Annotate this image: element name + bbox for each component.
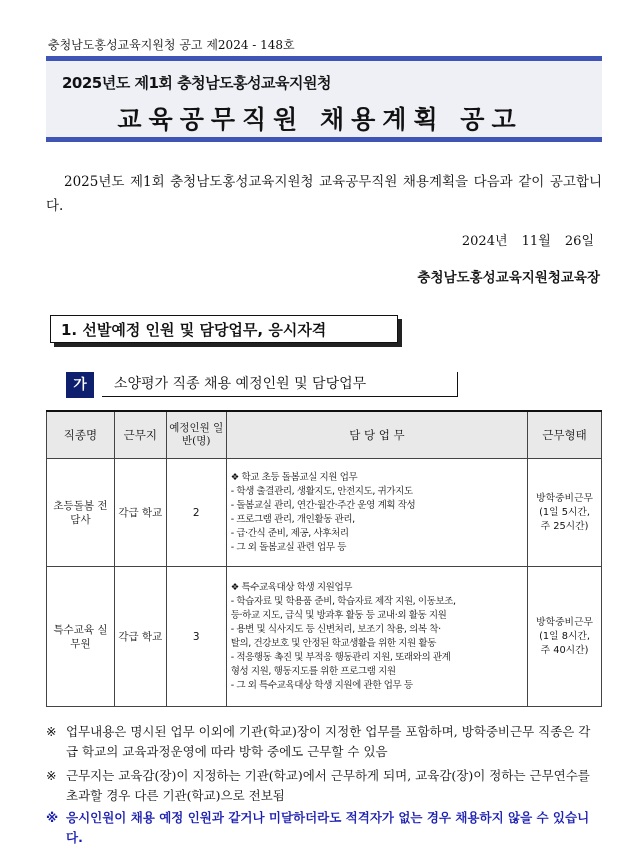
duty-item: - 그 외 돌봄교실 관련 업무 등 [230, 541, 346, 553]
work-location: 각급 학교 [114, 567, 166, 707]
duty-item: 탈의, 건강보호 및 안정된 학교생활을 위한 지원 활동 [230, 637, 436, 649]
work-form-line: 방학중비근무 [536, 616, 593, 628]
header-subtitle: 2025년도 제1회 충청남도홍성교육지원청 [62, 74, 331, 92]
duty-item: - 용변 및 식사지도 등 신변처리, 보조기 착용, 의복 착· [230, 623, 441, 635]
subsection-badge: 가 [66, 372, 94, 398]
work-form-line: 주 25시간) [540, 520, 589, 532]
duty-item: 등·하교 지도, 급식 및 방과후 활동 등 교내·외 활동 지원 [230, 609, 447, 621]
duty-item: - 급·간식 준비, 제공, 사후처리 [230, 527, 349, 539]
note-text: 업무내용은 명시된 업무 이외에 기관(학교)장이 지정한 업무를 포함하며, 방학중비근무 직종은 각급 학교의 교육과정운영에 따라 방학 중에도 근무할 수 있음 [66, 724, 591, 759]
duty-item: - 학습자료 및 학용품 준비, 학습자료 제작 지원, 이동보조, [230, 595, 456, 607]
issuer-name: 충청남도홍성교육지원청교육장 [417, 270, 600, 286]
col-header-form: 근무형태 [528, 411, 602, 459]
planned-count: 3 [166, 567, 226, 707]
col-header-count: 예정인원 일반(명) [166, 411, 226, 459]
duty-item: - 적응행동 촉진 및 부적응 행동관리 지원, 또래와의 관계 [230, 651, 451, 663]
duty-item: - 돌봄교실 관리, 연간·월간·주간 운영 계획 작성 [230, 499, 416, 511]
work-form-line: (1일 5시간, [539, 506, 590, 518]
duty-item: - 학생 출결관리, 생활지도, 안전지도, 귀가지도 [230, 485, 413, 497]
duty-item: ❖ 학교 초등 돌봄교실 지원 업무 [230, 471, 358, 483]
duty-item: - 그 외 특수교육대상 학생 지원에 관한 업무 등 [230, 679, 413, 691]
table-row [47, 459, 602, 567]
section-1-title: 1. 선발예정 인원 및 담당업무, 응시자격 [50, 315, 398, 343]
work-form-line: 방학중비근무 [536, 492, 593, 504]
duty-item: - 프로그램 관리, 개인활동 관리, [230, 513, 355, 525]
recruitment-table [46, 410, 602, 707]
document-number: 충청남도홍성교육지원청 공고 제2024 - 148호 [48, 38, 295, 52]
col-header-duties: 담 당 업 무 [226, 411, 527, 459]
note-mark: ※ [46, 810, 59, 825]
table-row [47, 567, 602, 707]
intro-paragraph: 2025년도 제1회 충청남도홍성교육지원청 교육공무직원 채용계획을 다음과 같이 공고합니다. [46, 174, 602, 214]
work-location: 각급 학교 [114, 459, 166, 567]
work-form-line: (1일 8시간, [539, 630, 590, 642]
col-header-job: 직종명 [47, 411, 115, 459]
note-2 [46, 766, 602, 806]
planned-count: 2 [166, 459, 226, 567]
work-form [528, 459, 602, 567]
duty-list [226, 567, 527, 707]
duty-list [226, 459, 527, 567]
note-text: 근무지는 교육감(장)이 지정하는 기관(학교)에서 근무하게 되며, 교육감(장)이 정하는 근무연수를 초과할 경우 다른 기관(학교)으로 전보됨 [66, 768, 590, 803]
header-title: 교육공무직원 채용계획 공고 [117, 105, 523, 134]
note-mark: ※ [46, 768, 57, 783]
work-form-line: 주 40시간) [540, 644, 589, 656]
subsection-title: 소양평가 직종 채용 예정인원 및 담당업무 [102, 372, 458, 397]
announcement-date: 2024년 11월 26일 [461, 234, 594, 249]
note-mark: ※ [46, 724, 57, 739]
work-form [528, 567, 602, 707]
note-3-emphasis [46, 808, 602, 848]
duty-item: 형성 지원, 행동지도를 위한 프로그램 지원 [230, 665, 396, 677]
job-name: 초등돌봄 전담사 [47, 459, 115, 567]
note-text: 응시인원이 채용 예정 인원과 같거나 미달하더라도 적격자가 없는 경우 채용하지 않을 수 있습니다. [66, 810, 590, 845]
duty-item: ❖ 특수교육대상 학생 지원업무 [230, 581, 353, 593]
note-1 [46, 722, 602, 762]
col-header-location: 근무지 [114, 411, 166, 459]
job-name: 특수교육 실무원 [47, 567, 115, 707]
